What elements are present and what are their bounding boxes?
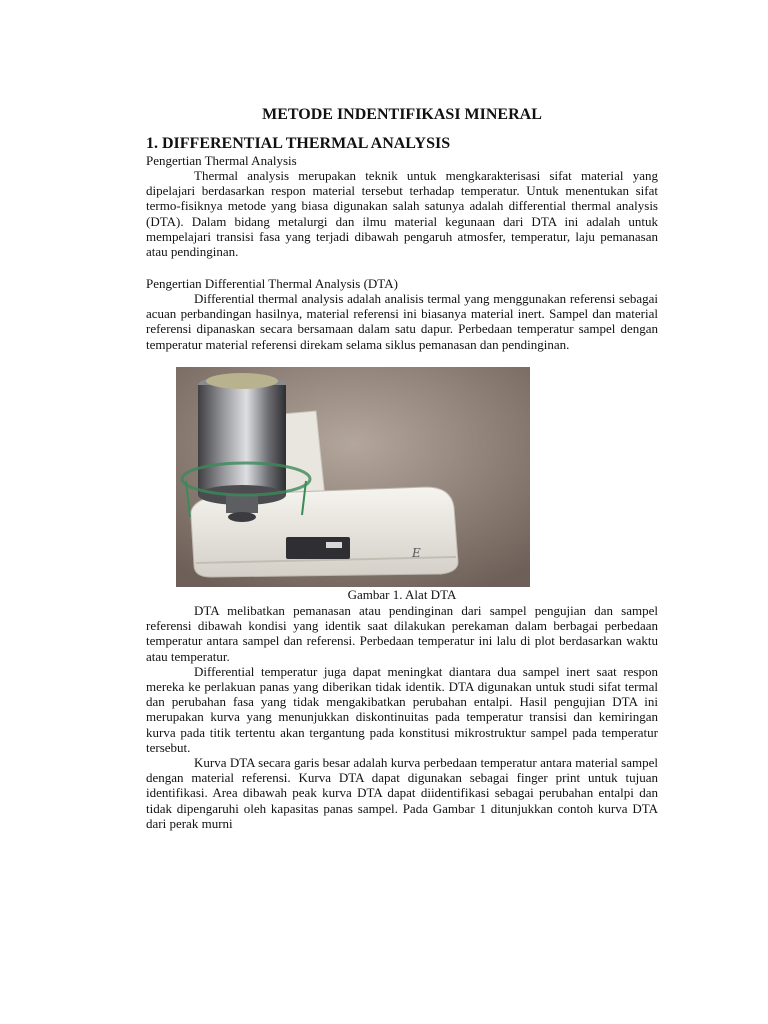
- paragraph-dta-definition: Differential thermal analysis adalah analisis termal yang menggunakan referensi sebagai acuan perbandingan hasilnya, material referensi ini biasanya material inert. Sampel dan material referensi dipanaskan secara bersamaan dalam satu dapur. Perbedaan temperatur sampel dengan temperatur material referensi direkam selama siklus pemanasan dan pendinginan.: [146, 291, 658, 352]
- dta-instrument-photo: [176, 367, 530, 587]
- section-heading: 1. DIFFERENTIAL THERMAL ANALYSIS: [146, 135, 451, 152]
- subheading-dta: Pengertian Differential Thermal Analysis (DTA): [146, 276, 398, 291]
- subheading-thermal-analysis: Pengertian Thermal Analysis: [146, 153, 297, 168]
- svg-text:E: E: [412, 546, 421, 560]
- figure-caption: Gambar 1. Alat DTA: [347, 587, 457, 602]
- document-title: METODE INDENTIFIKASI MINERAL: [262, 106, 542, 123]
- paragraph-thermal-analysis: Thermal analysis merupakan teknik untuk mengkarakterisasi sifat material yang dipelajari berdasarkan respon material tersebut terhadap temperatur. Untuk menentukan sifat termo-fisiknya metode yang biasa digunakan salah satunya adalah differential thermal analysis (DTA). Dalam bidang metalurgi dan ilmu material kegunaan dari DTA ini adalah untuk mempelajari transisi fasa yang terjadi dibawah pengaruh atmosfer, temperatur, laju pemanasan atau pendinginan.: [146, 168, 658, 260]
- paragraph-dta-curve: Kurva DTA secara garis besar adalah kurva perbedaan temperatur antara material sampel dengan material referensi. Kurva DTA dapat digunakan sebagai finger print untuk tujuan identifikasi. Area dibawah peak kurva DTA dapat diidentifikasi sebagai perubahan entalpi dan tidak dipengaruhi oleh kapasitas panas sampel. Pada Gambar 1 ditunjukkan contoh kurva DTA dari perak murni: [146, 755, 658, 831]
- paragraph-dta-process: DTA melibatkan pemanasan atau pendinginan dari sampel pengujian dan sampel referensi dibawah kondisi yang identik saat dilakukan perekaman dalam berbagai perbedaan temperatur antara sampel dan referensi. Perbedaan temperatur ini lalu di plot berdasarkan waktu atau temperatur.: [146, 603, 658, 664]
- paragraph-differential-temperature: Differential temperatur juga dapat meningkat diantara dua sampel inert saat respon mereka ke perlakuan panas yang diberikan tidak identik. DTA digunakan untuk studi sifat termal dan perubahan fasa yang tidak mengakibatkan perubahan entalpi. Hasil pengujian DTA ini merupakan kurva yang menunjukkan diskontinuitas pada temperatur transisi dan kemiringan kurva pada titik tertentu akan tergantung pada konstitusi mikrostruktur sampel pada temperatur tersebut.: [146, 663, 658, 755]
